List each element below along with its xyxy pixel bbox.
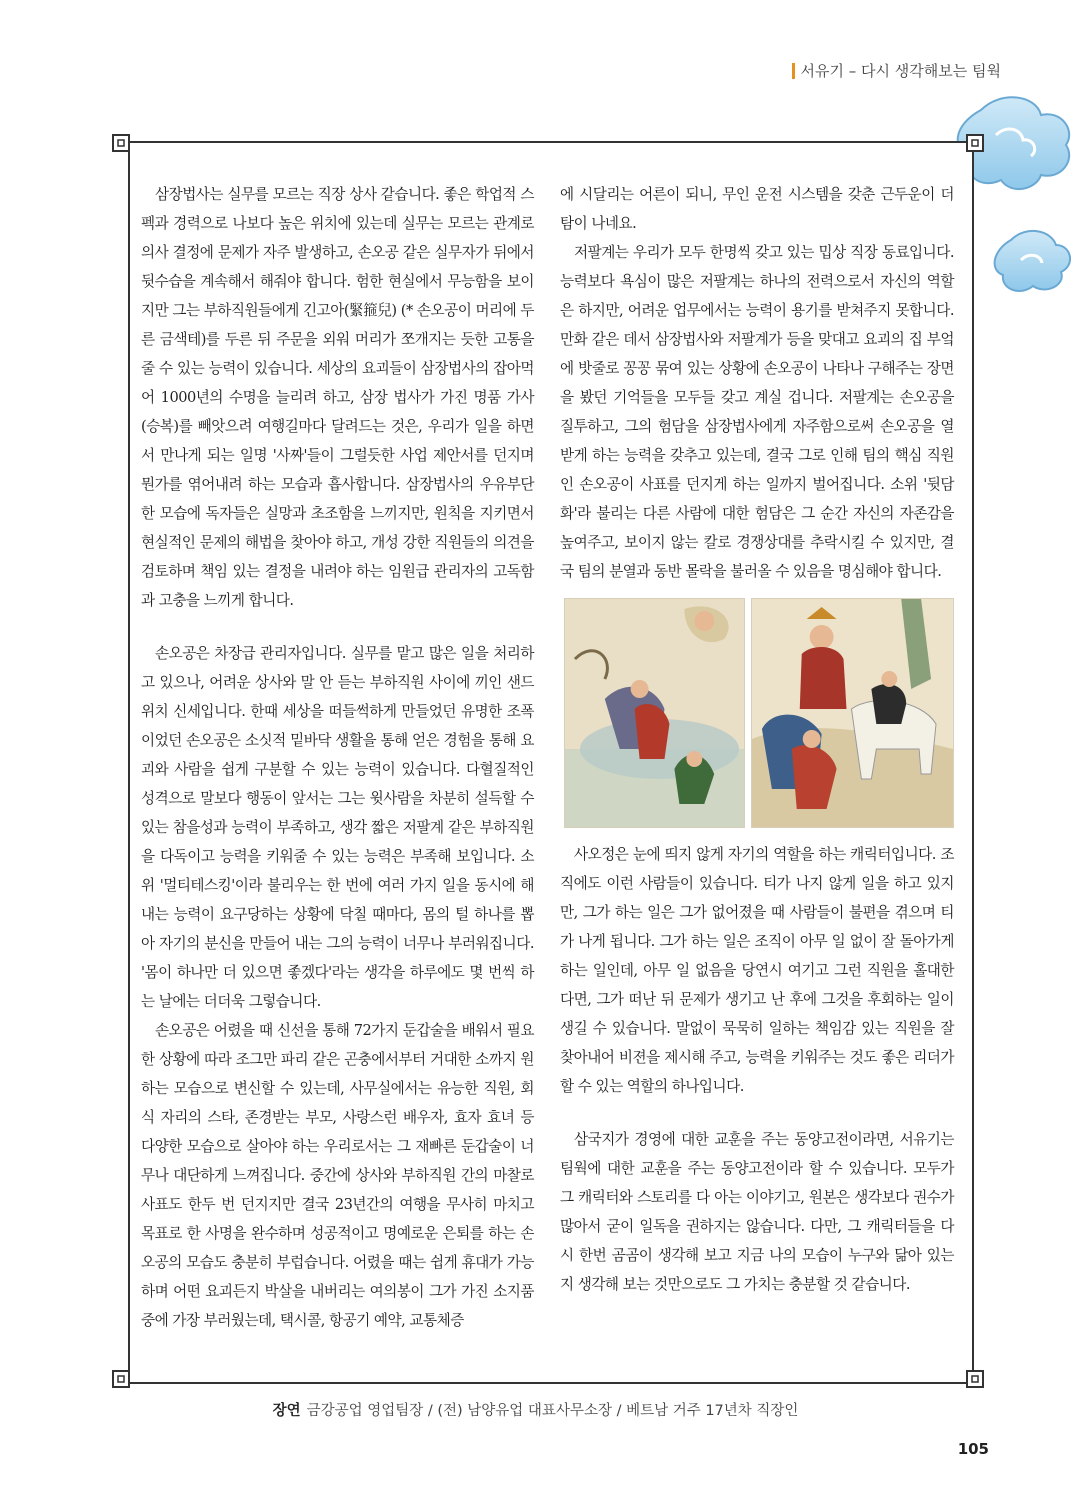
paragraph-sha-wujing: 사오정은 눈에 띄지 않게 자기의 역할을 하는 캐릭터입니다. 조직에도 이런 사람들이 있습니다. 티가 나지 않게 일을 하고 있지만, 그가 하는 일은 그가 없어졌을 때 사람들이 불편을 겪으며 티가 나게 됩니다. 그가 하는 일은 조직이 아무 일 없이 잘 돌아가게 하는 일인데, 아무 일 없음을 당연시 여기고 그런 직원을 홀대한다면, 그가 떠난 뒤 문제가 생기고 난 후에 그것을 후회하는 일이 생길 수 있습니다. 말없이 묵묵히 일하는 책임감 있는 직원을 잘 찾아내어 비젼을 제시해 주고, 능력을 키워주는 것도 좋은 리더가 할 수 있는 역할의 하나입니다. xyxy=(560,846,954,1095)
frame-corner-ornament xyxy=(966,134,984,152)
author-footer xyxy=(0,1399,1071,1420)
frame-corner-ornament xyxy=(112,1370,130,1388)
frame-corner-ornament xyxy=(112,134,130,152)
author-name: 장연 xyxy=(272,1403,301,1419)
paragraph-sun-wukong-transform: 손오공은 어렸을 때 신선을 통해 72가지 둔갑술을 배워서 필요한 상황에 따라 조그만 파리 같은 곤충에서부터 거대한 소까지 원하는 모습으로 변신할 수 있는데, 사무실에서는 유능한 직원, 회식 자리의 스타, 존경받는 부모, 사랑스런 배우자, 효자 효녀 등 다양한 모습으로 살아야 하는 우리로서는 그 재빠른 둔갑술이 너무나 대단하게 느껴집니다. 중간에 상사와 부하직원 간의 마찰로 사표도 한두 번 던지지만 결국 23년간의 여행을 무사히 마치고 목표로 한 사명을 완수하며 성공적이고 명예로운 은퇴를 하는 손오공의 모습도 충분히 부럽습니다. 어렸을 때는 쉽게 휴대가 가능하며 어떤 요괴든지 박살을 내버리는 여의봉이 그가 가진 소지품 중에 가장 부러웠는데, 택시콜, 항공기 예약, 교통체증 xyxy=(141,1022,534,1329)
right-column xyxy=(560,180,954,1299)
illustration-row xyxy=(564,598,954,826)
paragraph-continued: 에 시달리는 어른이 되니, 무인 운전 시스템을 갖춘 근두운이 더 탐이 나네요. xyxy=(560,186,954,232)
paragraph-sun-wukong: 손오공은 차장급 관리자입니다. 실무를 맡고 많은 일을 처리하고 있으나, 어려운 상사와 말 안 듣는 부하직원 사이에 끼인 샌드위치 신세입니다. 한때 세상을 떠들썩하게 만들었던 유명한 조폭이었던 손오공은 소싯적 밑바닥 생활을 통해 얻은 경험을 통해 요괴와 사람을 쉽게 구분할 수 있는 능력이 있습니다. 다혈질적인 성격으로 말보다 행동이 앞서는 그는 윗사람을 차분히 설득할 수 있는 참을성과 능력이 부족하고, 생각 짧은 저팔계 같은 부하직원을 다독이고 능력을 키워줄 수 있는 능력은 부족해 보입니다. 소위 '멀티테스킹'이라 불리우는 한 번에 여러 가지 일을 동시에 해내는 능력이 요구당하는 상황에 닥칠 때마다, 몸의 털 하나를 뽑아 자기의 분신을 만들어 내는 그의 능력이 너무나 부러워집니다. '몸이 하나만 더 있으면 좋겠다'라는 생각을 하루에도 몇 번씩 하는 날에는 더더욱 그렇습니다. xyxy=(141,645,534,1010)
running-header xyxy=(792,60,1001,81)
illustration-journey-scene xyxy=(564,598,745,828)
paragraph-sanzang: 삼장법사는 실무를 모르는 직장 상사 같습니다. 좋은 학업적 스펙과 경력으로 나보다 높은 위치에 있는데 실무는 모르는 관계로 의사 결정에 문제가 자주 발생하고, 손오공 같은 실무자가 뒤에서 뒷수습을 계속해서 해줘야 합니다. 험한 현실에서 무능함을 보이지만 그는 부하직원들에게 긴고아(緊箍兒) (* 손오공이 머리에 두른 금색테)를 두른 뒤 주문을 외워 머리가 쪼개지는 듯한 고통을 줄 수 있는 능력이 있습니다. 세상의 요괴들이 삼장법사의 잡아먹어 1000년의 수명을 늘리려 하고, 삼장 법사가 가진 명품 가사(승복)를 빼앗으려 여행길마다 달려드는 것은, 우리가 일을 하면서 만나게 되는 일명 '사짜'들이 그럴듯한 사업 제안서를 던지며 뭔가를 엮어내려 하는 모습과 흡사합니다. 삼장법사의 우유부단한 모습에 독자들은 실망과 초조함을 느끼지만, 원칙을 지키면서 현실적인 문제의 해법을 찾아야 하고, 개성 강한 직원들의 의견을 검토하며 책임 있는 결정을 내려야 하는 임원급 관리자의 고독함과 고충을 느끼게 합니다. xyxy=(141,186,534,609)
frame-corner-ornament xyxy=(966,1370,984,1388)
paragraph-conclusion: 삼국지가 경영에 대한 교훈을 주는 동양고전이라면, 서유기는 팀웍에 대한 교훈을 주는 동양고전이라 할 수 있습니다. 모두가 그 캐릭터와 스토리를 다 아는 이야기고, 원본은 생각보다 권수가 많아서 굳이 일독을 권하지는 않습니다. 다만, 그 캐릭터들을 다시 한번 곰곰이 생각해 보고 지금 나의 모습이 누구와 닮아 있는지 생각해 보는 것만으로도 그 가치는 충분할 것 같습니다. xyxy=(560,1131,954,1293)
left-column xyxy=(141,180,534,1335)
header-accent-bar xyxy=(792,63,795,79)
page-number: 105 xyxy=(957,1440,989,1458)
illustration-horse-scene xyxy=(751,598,954,828)
running-title: 서유기 – 다시 생각해보는 팀웍 xyxy=(800,62,1001,80)
author-info: 금강공업 영업팀장 / (전) 남양유업 대표사무소장 / 베트남 거주 17년차 직장인 xyxy=(306,1403,799,1419)
paragraph-zhu-bajie: 저팔계는 우리가 모두 한명씩 갖고 있는 밉상 직장 동료입니다. 능력보다 욕심이 많은 저팔계는 하나의 전력으로서 자신의 역할은 하지만, 어려운 업무에서는 능력이 용기를 받쳐주지 못합니다. 만화 같은 데서 삼장법사와 저팔계가 등을 맞대고 요괴의 집 부엌에 밧줄로 꽁꽁 묶여 있는 상황에 손오공이 나타나 구해주는 장면을 봤던 기억들을 모두들 갖고 계실 겁니다. 저팔계는 손오공을 질투하고, 그의 험담을 삼장법사에게 자주함으로써 손오공을 열받게 하는 능력을 갖추고 있는데, 결국 그로 인해 팀의 핵심 직원인 손오공이 사표를 던지게 하는 일까지 벌어집니다. 소위 '뒷담화'라 불리는 다른 사람에 대한 험담은 그 순간 자신의 자존감을 높여주고, 보이지 않는 칼로 경쟁상대를 추락시킬 수 있지만, 결국 팀의 분열과 동반 몰락을 불러올 수 있음을 명심해야 합니다. xyxy=(560,244,954,580)
